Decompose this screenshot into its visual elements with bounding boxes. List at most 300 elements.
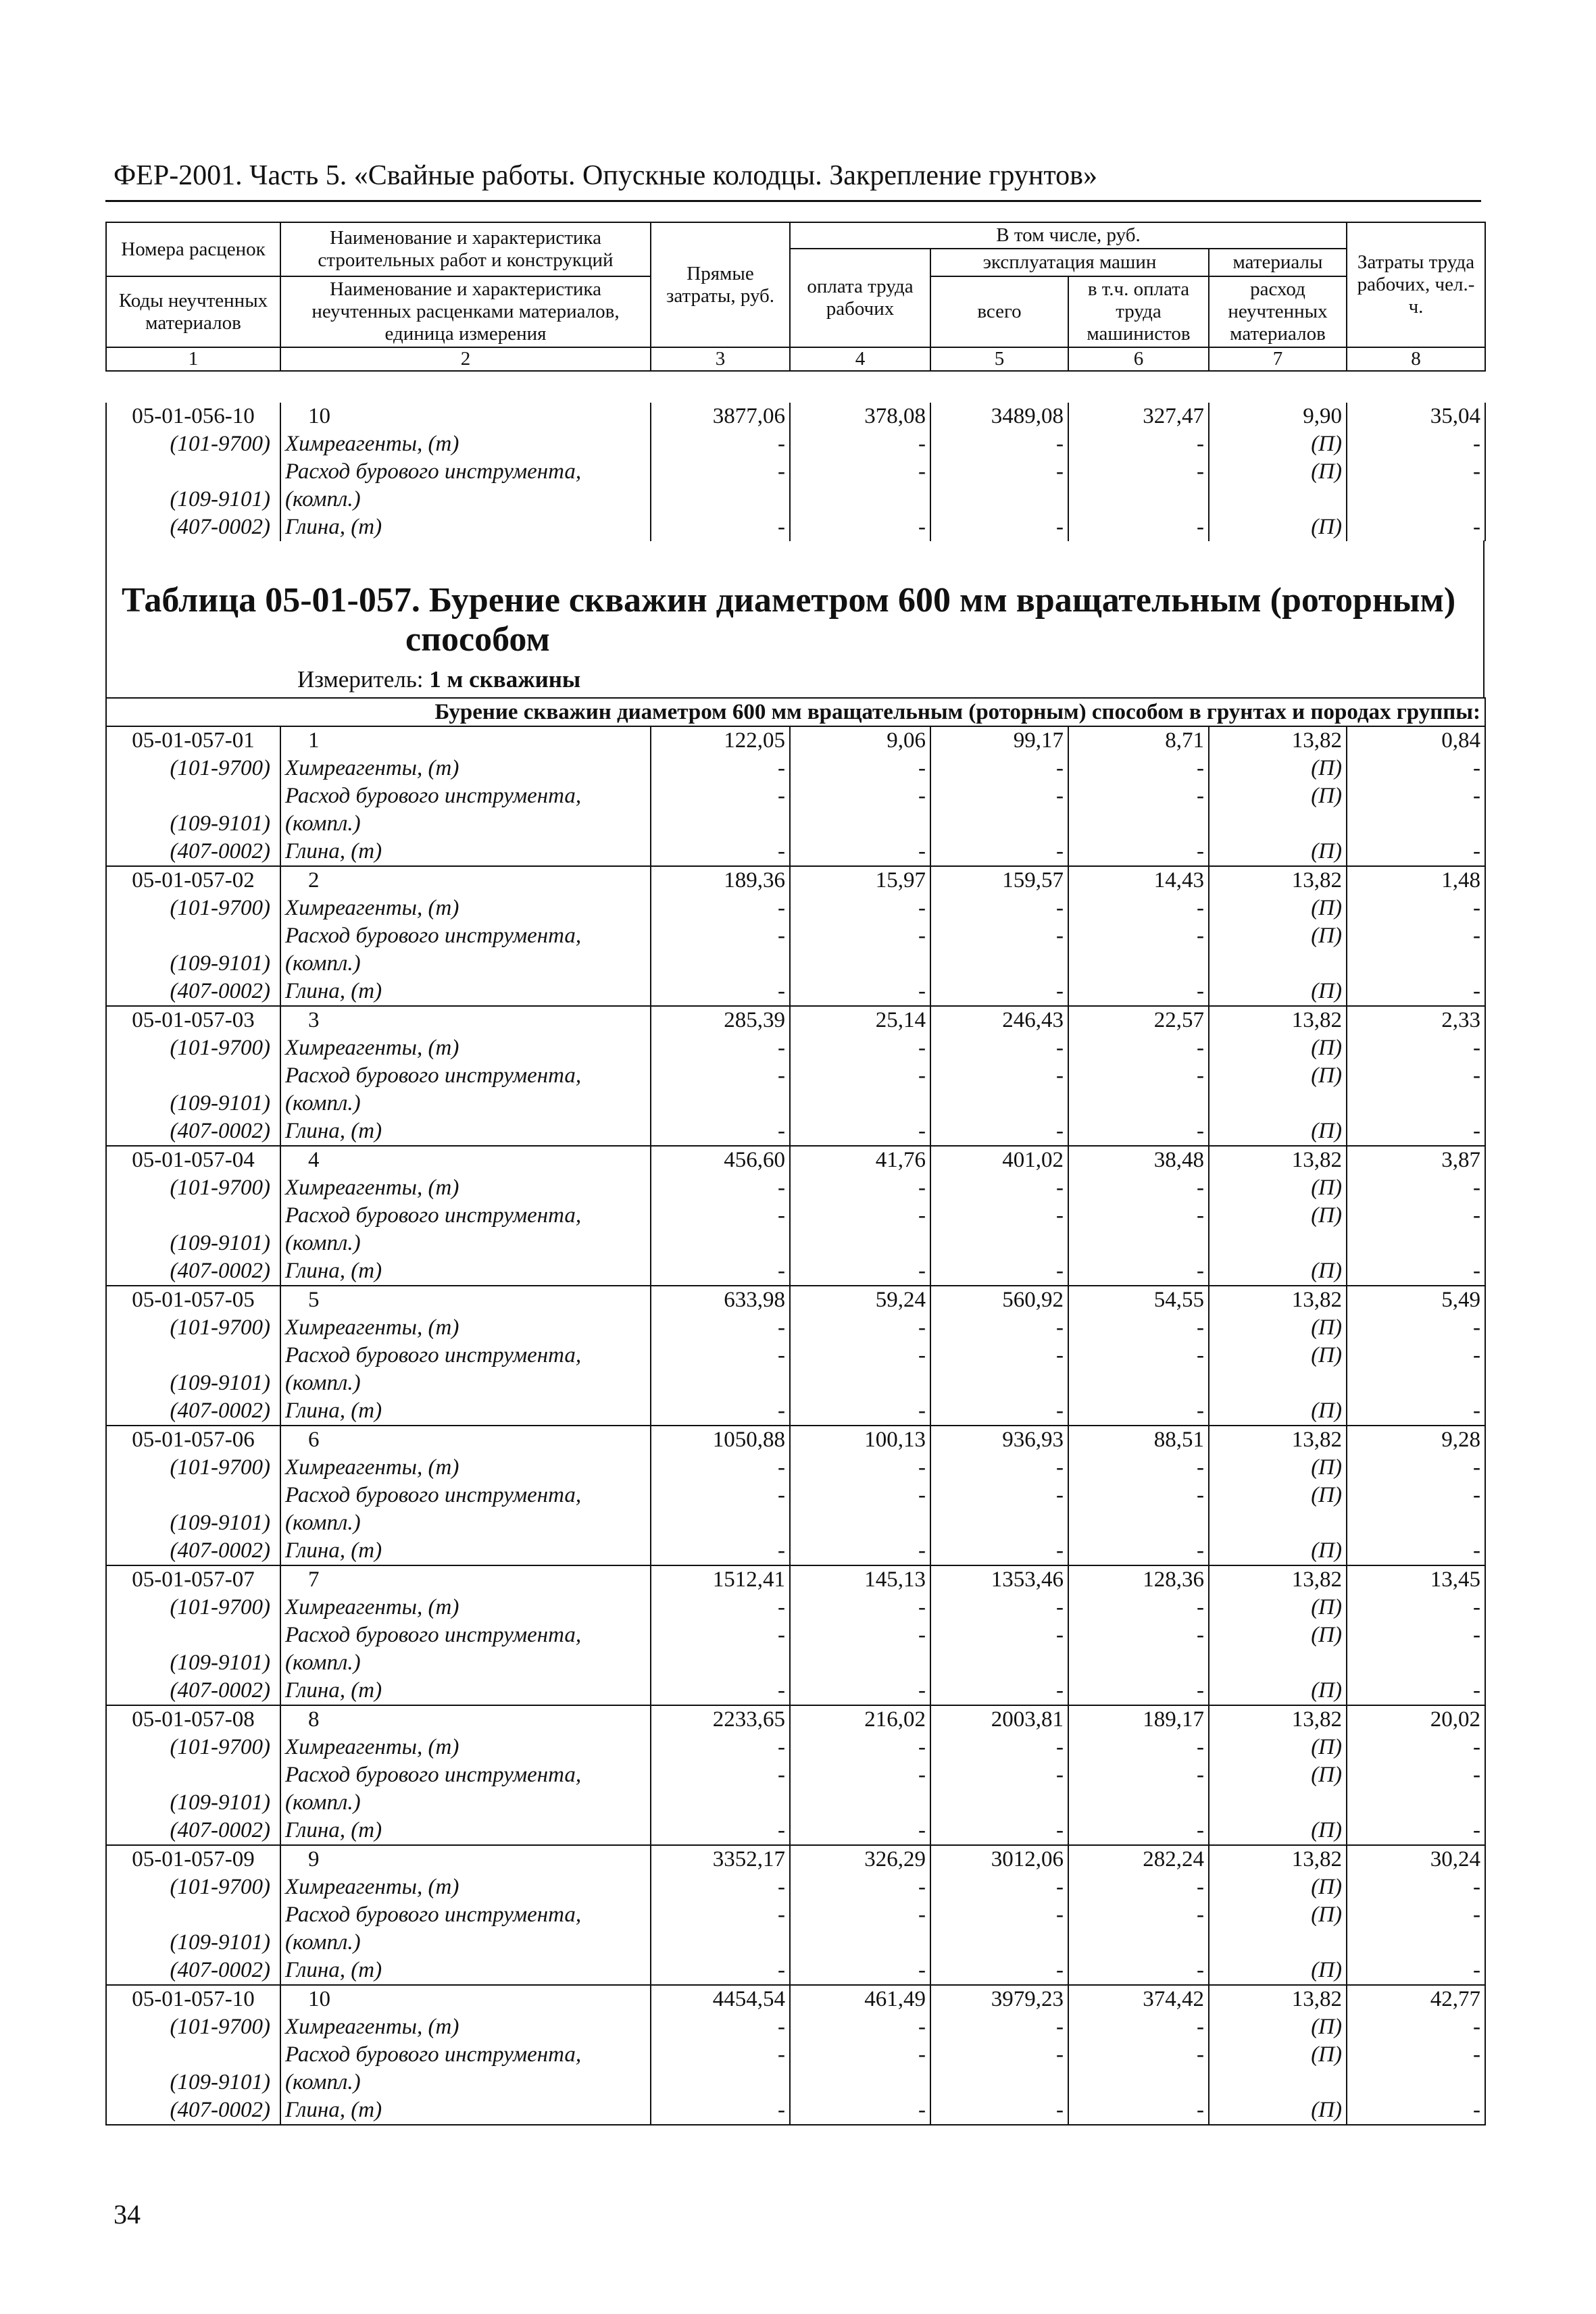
- rate-row: [106, 866, 1485, 895]
- wages-dash: [790, 1090, 930, 1117]
- direct-costs: 1512,41: [651, 1565, 790, 1594]
- material-name: Глина, (т): [280, 978, 651, 1006]
- material-code: (101-9700): [106, 1174, 280, 1202]
- machinists-wages: 327,47: [1068, 403, 1209, 430]
- labor-dash: -: [1347, 1621, 1485, 1649]
- material-mark: (П): [1209, 1873, 1347, 1901]
- labor-dash: [1347, 1369, 1485, 1397]
- machines-total-dash: -: [930, 1761, 1068, 1789]
- material-code: (101-9700): [106, 1454, 280, 1482]
- material-name: Химреагенты, (т): [280, 1454, 651, 1482]
- machinists-wages: 14,43: [1068, 866, 1209, 895]
- material-name: Глина, (т): [280, 1817, 651, 1845]
- machinists-wages-dash: -: [1068, 1537, 1209, 1565]
- machinists-wages-dash: [1068, 950, 1209, 978]
- machinists-wages-dash: -: [1068, 838, 1209, 866]
- material-mark: [1209, 1929, 1347, 1957]
- material-name: Глина, (т): [280, 2096, 651, 2125]
- material-code: (101-9700): [106, 1594, 280, 1621]
- running-head: ФЕР-2001. Часть 5. «Свайные работы. Опускные колодцы. Закрепление грунтов»: [114, 160, 1097, 191]
- machines-total-dash: -: [930, 1257, 1068, 1286]
- machinists-wages: 374,42: [1068, 1985, 1209, 2013]
- material-code: (109-9101): [106, 1929, 280, 1957]
- machinists-wages-dash: -: [1068, 1342, 1209, 1369]
- direct-costs-dash: [651, 1789, 790, 1817]
- direct-costs-dash: -: [651, 2013, 790, 2041]
- material-mark: (П): [1209, 1482, 1347, 1509]
- direct-costs-dash: -: [651, 2096, 790, 2125]
- labor-dash: -: [1347, 458, 1485, 486]
- material-code: [106, 1062, 280, 1090]
- machinists-wages-dash: [1068, 2069, 1209, 2096]
- material-name: Расход бурового инструмента,: [280, 782, 651, 810]
- wages-dash: -: [790, 513, 930, 541]
- wages-dash: [790, 1789, 930, 1817]
- machines-total-dash: -: [930, 1454, 1068, 1482]
- material-row: [106, 1454, 1485, 1482]
- wages-dash: -: [790, 895, 930, 922]
- wages-dash: -: [790, 1901, 930, 1929]
- labor-dash: -: [1347, 1734, 1485, 1761]
- material-name: Глина, (т): [280, 1257, 651, 1286]
- group-header-table: [105, 697, 1486, 727]
- material-name: Глина, (т): [280, 1117, 651, 1146]
- machinists-wages-dash: -: [1068, 1034, 1209, 1062]
- material-mark: (П): [1209, 1062, 1347, 1090]
- labor-dash: -: [1347, 1594, 1485, 1621]
- direct-costs-dash: [651, 2069, 790, 2096]
- labor-dash: -: [1347, 1482, 1485, 1509]
- machines-total-dash: [930, 486, 1068, 513]
- direct-costs-dash: -: [651, 1482, 790, 1509]
- machinists-wages-dash: -: [1068, 1677, 1209, 1705]
- direct-costs-dash: -: [651, 1901, 790, 1929]
- machines-total-dash: -: [930, 430, 1068, 458]
- direct-costs-dash: -: [651, 922, 790, 950]
- material-code: (109-9101): [106, 1369, 280, 1397]
- wages-dash: -: [790, 978, 930, 1006]
- material-row: [106, 1957, 1485, 1985]
- header-machines-wages: в т.ч. оплата труда машинистов: [1068, 276, 1209, 347]
- rate-name: 3: [280, 1006, 651, 1034]
- wages: 41,76: [790, 1146, 930, 1174]
- material-mark: (П): [1209, 978, 1347, 1006]
- direct-costs-dash: -: [651, 513, 790, 541]
- machines-total: 159,57: [930, 866, 1068, 895]
- material-code: (109-9101): [106, 1230, 280, 1257]
- material-name: Расход бурового инструмента,: [280, 1901, 651, 1929]
- material-mark: (П): [1209, 1202, 1347, 1230]
- material-code: (109-9101): [106, 486, 280, 513]
- column-number: 2: [280, 347, 651, 371]
- material-name: Глина, (т): [280, 1397, 651, 1426]
- machines-total-dash: -: [930, 1734, 1068, 1761]
- material-name: Глина, (т): [280, 513, 651, 541]
- material-row: [106, 458, 1485, 486]
- material-row: [106, 1257, 1485, 1286]
- wages-dash: [790, 1369, 930, 1397]
- labor-costs: 20,02: [1347, 1705, 1485, 1734]
- material-mark: [1209, 486, 1347, 513]
- machinists-wages-dash: -: [1068, 1873, 1209, 1901]
- direct-costs-dash: [651, 486, 790, 513]
- material-code: (407-0002): [106, 838, 280, 866]
- wages-dash: -: [790, 838, 930, 866]
- wages: 15,97: [790, 866, 930, 895]
- material-name: (компл.): [280, 2069, 651, 2096]
- wages-dash: -: [790, 1537, 930, 1565]
- material-code: (109-9101): [106, 2069, 280, 2096]
- machines-total-dash: -: [930, 2041, 1068, 2069]
- material-mark: [1209, 1649, 1347, 1677]
- direct-costs-dash: -: [651, 1957, 790, 1985]
- material-mark: (П): [1209, 1454, 1347, 1482]
- machines-total-dash: -: [930, 1594, 1068, 1621]
- material-mark: (П): [1209, 2013, 1347, 2041]
- machines-total-dash: -: [930, 1482, 1068, 1509]
- material-code: [106, 1342, 280, 1369]
- header-machines-total: всего: [930, 276, 1068, 347]
- machines-total-dash: [930, 1929, 1068, 1957]
- labor-dash: -: [1347, 2096, 1485, 2125]
- machinists-wages-dash: -: [1068, 1062, 1209, 1090]
- material-name: Химреагенты, (т): [280, 430, 651, 458]
- machinists-wages-dash: [1068, 1649, 1209, 1677]
- machines-total-dash: [930, 1369, 1068, 1397]
- machinists-wages-dash: -: [1068, 2013, 1209, 2041]
- material-mark: (П): [1209, 1817, 1347, 1845]
- header-including: В том числе, руб.: [790, 222, 1347, 249]
- material-row: [106, 430, 1485, 458]
- material-name: Расход бурового инструмента,: [280, 1621, 651, 1649]
- direct-costs-dash: -: [651, 895, 790, 922]
- direct-costs: 285,39: [651, 1006, 790, 1034]
- material-name: (компл.): [280, 950, 651, 978]
- rate-row: [106, 1845, 1485, 1873]
- rate-code: 05-01-057-06: [106, 1426, 280, 1454]
- rate-code: 05-01-057-01: [106, 726, 280, 755]
- material-code: (407-0002): [106, 1537, 280, 1565]
- material-row: [106, 1034, 1485, 1062]
- wages-dash: -: [790, 1482, 930, 1509]
- material-mark: (П): [1209, 513, 1347, 541]
- material-row: [106, 1537, 1485, 1565]
- labor-costs: 9,28: [1347, 1426, 1485, 1454]
- column-number: 6: [1068, 347, 1209, 371]
- machines-total: 560,92: [930, 1286, 1068, 1314]
- labor-dash: -: [1347, 2041, 1485, 2069]
- machinists-wages: 282,24: [1068, 1845, 1209, 1873]
- rate-row: [106, 1565, 1485, 1594]
- machinists-wages: 22,57: [1068, 1006, 1209, 1034]
- materials-cost: 13,82: [1209, 1845, 1347, 1873]
- materials-cost: 13,82: [1209, 866, 1347, 895]
- material-row: [106, 1090, 1485, 1117]
- machinists-wages: 128,36: [1068, 1565, 1209, 1594]
- header-codes-bottom: Коды неучтенных материалов: [106, 276, 280, 347]
- labor-dash: -: [1347, 978, 1485, 1006]
- material-mark: [1209, 810, 1347, 838]
- material-row: [106, 1817, 1485, 1845]
- material-code: (101-9700): [106, 895, 280, 922]
- direct-costs-dash: [651, 1369, 790, 1397]
- material-mark: (П): [1209, 1537, 1347, 1565]
- materials-cost: 9,90: [1209, 403, 1347, 430]
- labor-dash: [1347, 810, 1485, 838]
- direct-costs-dash: -: [651, 1454, 790, 1482]
- labor-dash: -: [1347, 782, 1485, 810]
- material-mark: [1209, 1369, 1347, 1397]
- material-mark: (П): [1209, 1761, 1347, 1789]
- rate-code: 05-01-057-09: [106, 1845, 280, 1873]
- rate-name: 9: [280, 1845, 651, 1873]
- rate-057-table: [105, 726, 1486, 2126]
- labor-costs: 30,24: [1347, 1845, 1485, 1873]
- materials-cost: 13,82: [1209, 1426, 1347, 1454]
- rate-name: 8: [280, 1705, 651, 1734]
- machinists-wages-dash: -: [1068, 1817, 1209, 1845]
- material-code: (407-0002): [106, 513, 280, 541]
- header-wages: оплата труда рабочих: [790, 249, 930, 347]
- material-name: Расход бурового инструмента,: [280, 1761, 651, 1789]
- labor-dash: [1347, 1649, 1485, 1677]
- material-mark: (П): [1209, 1397, 1347, 1426]
- machines-total-dash: -: [930, 1901, 1068, 1929]
- material-row: [106, 1202, 1485, 1230]
- direct-costs-dash: -: [651, 1174, 790, 1202]
- wages: 461,49: [790, 1985, 930, 2013]
- machines-total-dash: -: [930, 1873, 1068, 1901]
- material-name: Расход бурового инструмента,: [280, 458, 651, 486]
- direct-costs-dash: -: [651, 1761, 790, 1789]
- material-row: [106, 2013, 1485, 2041]
- material-row: [106, 950, 1485, 978]
- labor-dash: -: [1347, 1257, 1485, 1286]
- material-mark: [1209, 950, 1347, 978]
- machines-total-dash: -: [930, 2096, 1068, 2125]
- labor-costs: 5,49: [1347, 1286, 1485, 1314]
- labor-dash: -: [1347, 1537, 1485, 1565]
- labor-costs: 35,04: [1347, 403, 1485, 430]
- machines-total: 1353,46: [930, 1565, 1068, 1594]
- labor-costs: 3,87: [1347, 1146, 1485, 1174]
- direct-costs-dash: -: [651, 430, 790, 458]
- wages-dash: -: [790, 1454, 930, 1482]
- wages-dash: [790, 1230, 930, 1257]
- machinists-wages-dash: [1068, 1090, 1209, 1117]
- machines-total-dash: -: [930, 1174, 1068, 1202]
- material-row: [106, 2096, 1485, 2125]
- material-code: [106, 782, 280, 810]
- machinists-wages-dash: [1068, 1929, 1209, 1957]
- machinists-wages-dash: -: [1068, 1174, 1209, 1202]
- material-code: (109-9101): [106, 810, 280, 838]
- material-mark: (П): [1209, 1594, 1347, 1621]
- wages-dash: -: [790, 2013, 930, 2041]
- rate-row: [106, 1705, 1485, 1734]
- direct-costs-dash: -: [651, 458, 790, 486]
- wages-dash: [790, 486, 930, 513]
- material-name: Химреагенты, (т): [280, 1174, 651, 1202]
- machinists-wages-dash: -: [1068, 1202, 1209, 1230]
- rate-row: [106, 726, 1485, 755]
- direct-costs-dash: [651, 1649, 790, 1677]
- machines-total-dash: -: [930, 1397, 1068, 1426]
- direct-costs-dash: [651, 1929, 790, 1957]
- material-mark: (П): [1209, 2041, 1347, 2069]
- material-name: (компл.): [280, 1509, 651, 1537]
- column-header-table: [105, 222, 1486, 372]
- material-code: (407-0002): [106, 1397, 280, 1426]
- machinists-wages-dash: -: [1068, 922, 1209, 950]
- material-name: (компл.): [280, 1789, 651, 1817]
- labor-dash: -: [1347, 755, 1485, 782]
- machinists-wages-dash: -: [1068, 1901, 1209, 1929]
- material-code: (101-9700): [106, 1314, 280, 1342]
- labor-dash: [1347, 1090, 1485, 1117]
- wages-dash: -: [790, 1062, 930, 1090]
- material-name: Расход бурового инструмента,: [280, 1342, 651, 1369]
- wages-dash: -: [790, 2041, 930, 2069]
- material-code: (109-9101): [106, 1509, 280, 1537]
- header-codes-top: Номера расценок: [106, 222, 280, 276]
- wages-dash: -: [790, 922, 930, 950]
- material-code: [106, 2041, 280, 2069]
- material-code: (407-0002): [106, 1957, 280, 1985]
- machines-total-dash: [930, 1230, 1068, 1257]
- material-name: (компл.): [280, 1230, 651, 1257]
- machinists-wages-dash: -: [1068, 1761, 1209, 1789]
- labor-dash: [1347, 1789, 1485, 1817]
- column-number: 8: [1347, 347, 1485, 371]
- wages-dash: -: [790, 1257, 930, 1286]
- wages-dash: -: [790, 1174, 930, 1202]
- direct-costs-dash: -: [651, 2041, 790, 2069]
- wages-dash: -: [790, 1817, 930, 1845]
- rate-row: [106, 1985, 1485, 2013]
- material-row: [106, 513, 1485, 541]
- material-name: Химреагенты, (т): [280, 1734, 651, 1761]
- machinists-wages-dash: -: [1068, 1397, 1209, 1426]
- material-name: Химреагенты, (т): [280, 755, 651, 782]
- material-name: Химреагенты, (т): [280, 1873, 651, 1901]
- machinists-wages-dash: -: [1068, 1482, 1209, 1509]
- material-row: [106, 782, 1485, 810]
- material-row: [106, 838, 1485, 866]
- materials-cost: 13,82: [1209, 1146, 1347, 1174]
- machines-total-dash: -: [930, 1957, 1068, 1985]
- machinists-wages-dash: -: [1068, 2041, 1209, 2069]
- labor-dash: [1347, 486, 1485, 513]
- direct-costs-dash: [651, 1509, 790, 1537]
- rate-name: 1: [280, 726, 651, 755]
- material-row: [106, 1901, 1485, 1929]
- material-code: (407-0002): [106, 1117, 280, 1146]
- material-row: [106, 755, 1485, 782]
- machines-total-dash: -: [930, 458, 1068, 486]
- wages-dash: -: [790, 755, 930, 782]
- material-name: Расход бурового инструмента,: [280, 1202, 651, 1230]
- direct-costs: 2233,65: [651, 1705, 790, 1734]
- material-mark: (П): [1209, 2096, 1347, 2125]
- wages-dash: [790, 2069, 930, 2096]
- material-row: [106, 1789, 1485, 1817]
- machinists-wages-dash: -: [1068, 1117, 1209, 1146]
- labor-dash: [1347, 1509, 1485, 1537]
- rate-row: [106, 1286, 1485, 1314]
- wages: 326,29: [790, 1845, 930, 1873]
- wages-dash: -: [790, 1034, 930, 1062]
- header-labor: Затраты труда рабочих, чел.-ч.: [1347, 222, 1485, 347]
- header-name-top: Наименование и характеристика строительных работ и конструкций: [280, 222, 651, 276]
- column-number: 1: [106, 347, 280, 371]
- rate-code: 05-01-057-03: [106, 1006, 280, 1034]
- material-row: [106, 1594, 1485, 1621]
- material-row: [106, 1397, 1485, 1426]
- material-code: (109-9101): [106, 1090, 280, 1117]
- material-mark: (П): [1209, 838, 1347, 866]
- wages-dash: -: [790, 1342, 930, 1369]
- material-mark: (П): [1209, 1734, 1347, 1761]
- direct-costs-dash: -: [651, 1257, 790, 1286]
- material-code: [106, 922, 280, 950]
- direct-costs-dash: -: [651, 1397, 790, 1426]
- wages-dash: -: [790, 1734, 930, 1761]
- machines-total: 246,43: [930, 1006, 1068, 1034]
- wages-dash: -: [790, 1873, 930, 1901]
- material-row: [106, 1677, 1485, 1705]
- material-mark: (П): [1209, 1901, 1347, 1929]
- wages: 59,24: [790, 1286, 930, 1314]
- material-mark: [1209, 1789, 1347, 1817]
- machines-total: 2003,81: [930, 1705, 1068, 1734]
- direct-costs-dash: [651, 1090, 790, 1117]
- labor-dash: -: [1347, 1957, 1485, 1985]
- material-row: [106, 1369, 1485, 1397]
- direct-costs-dash: -: [651, 1537, 790, 1565]
- labor-dash: -: [1347, 1342, 1485, 1369]
- material-row: [106, 1342, 1485, 1369]
- labor-dash: -: [1347, 1873, 1485, 1901]
- material-code: [106, 458, 280, 486]
- direct-costs-dash: -: [651, 1342, 790, 1369]
- labor-dash: [1347, 1929, 1485, 1957]
- machinists-wages-dash: -: [1068, 1454, 1209, 1482]
- wages-dash: -: [790, 1957, 930, 1985]
- material-mark: (П): [1209, 895, 1347, 922]
- labor-costs: 13,45: [1347, 1565, 1485, 1594]
- machines-total-dash: -: [930, 1537, 1068, 1565]
- machines-total-dash: -: [930, 2013, 1068, 2041]
- direct-costs-dash: -: [651, 1817, 790, 1845]
- material-code: (101-9700): [106, 1873, 280, 1901]
- machinists-wages-dash: [1068, 810, 1209, 838]
- machines-total-dash: [930, 950, 1068, 978]
- rate-row: [106, 403, 1485, 430]
- labor-dash: -: [1347, 513, 1485, 541]
- material-code: [106, 1621, 280, 1649]
- labor-dash: -: [1347, 2013, 1485, 2041]
- direct-costs-dash: -: [651, 1734, 790, 1761]
- machines-total-dash: -: [930, 1117, 1068, 1146]
- machinists-wages-dash: -: [1068, 1594, 1209, 1621]
- material-code: (101-9700): [106, 1034, 280, 1062]
- machines-total-dash: -: [930, 1062, 1068, 1090]
- table-title: [122, 581, 1460, 659]
- wages-dash: -: [790, 1761, 930, 1789]
- wages-dash: [790, 810, 930, 838]
- labor-dash: -: [1347, 1397, 1485, 1426]
